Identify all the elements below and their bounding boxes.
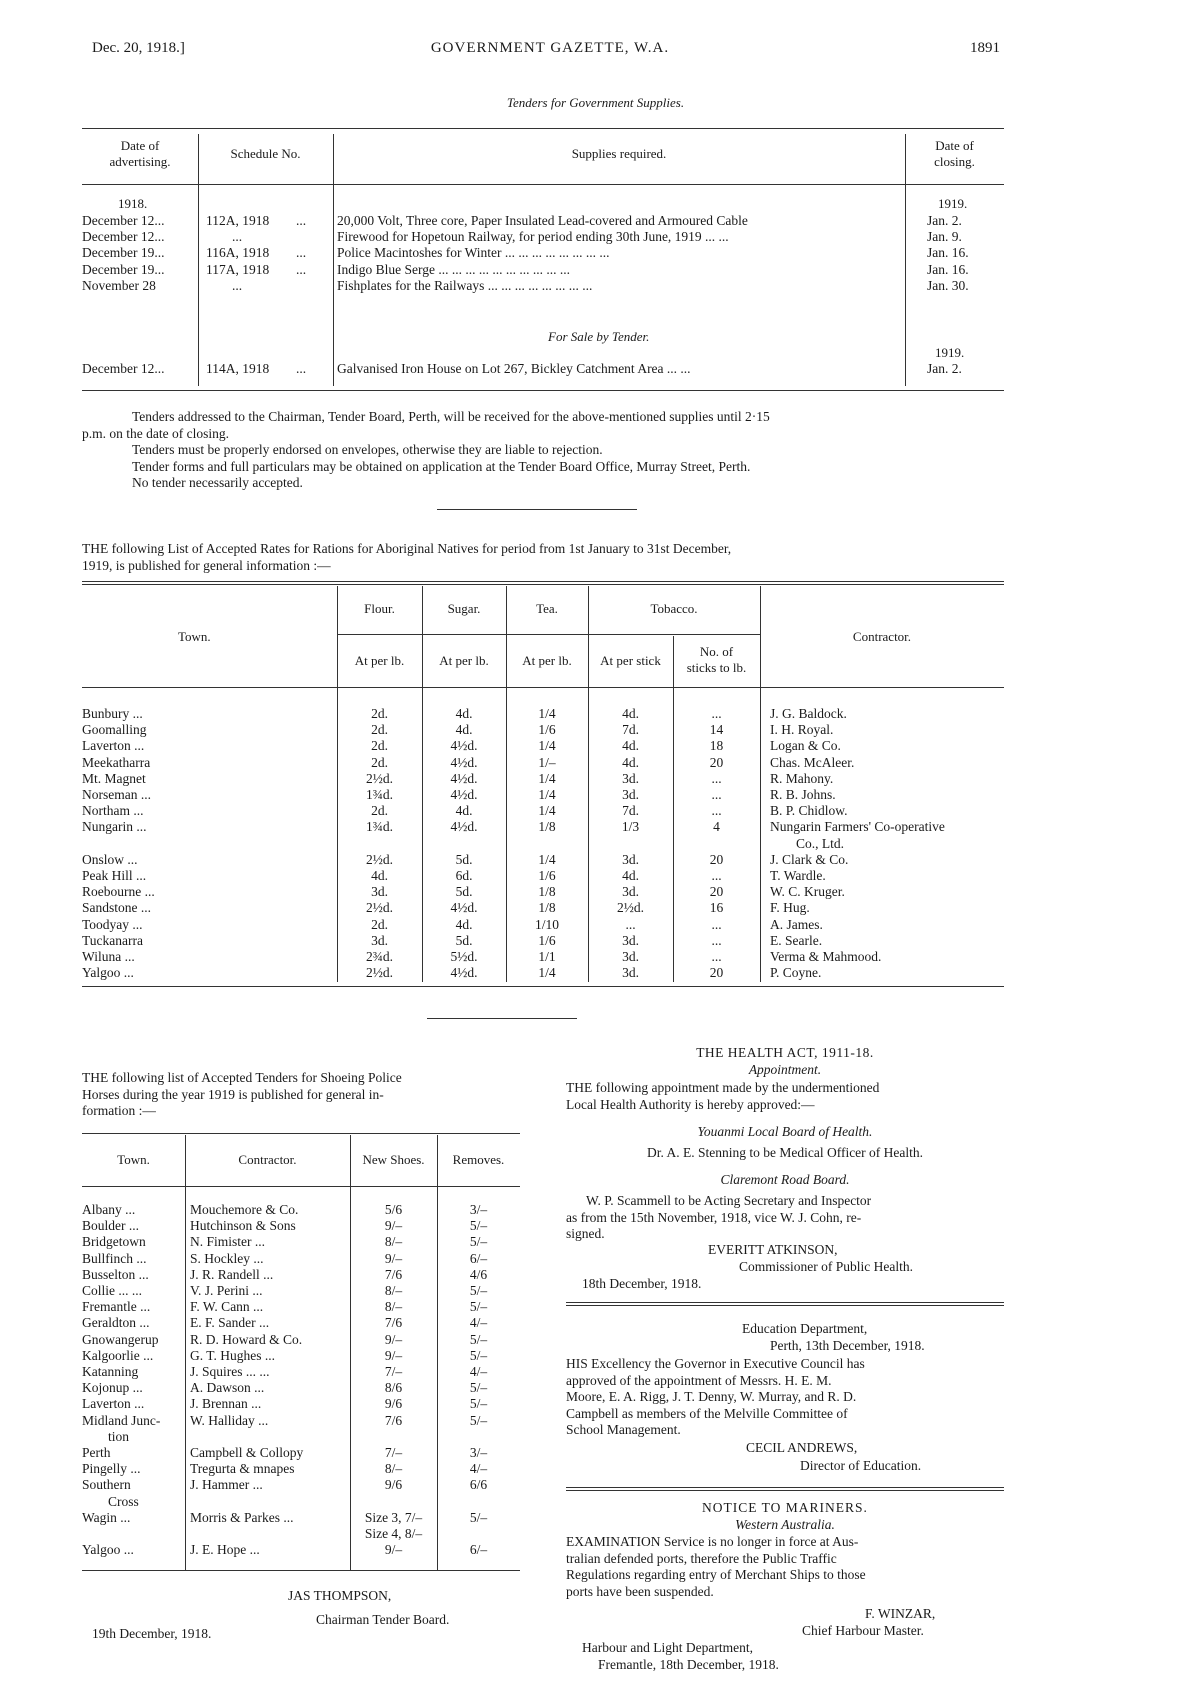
shoeing-sign-name: JAS THOMPSON,: [288, 1588, 392, 1603]
rations-h-sugar: Sugar.: [447, 601, 481, 616]
table-row: December 12... 114A, 1918 ... Galvanised Iron House on Lot 267, Bickley Catchment Area ... ... Jan. 2.: [82, 361, 962, 376]
shoeing-h-town: Town.: [117, 1152, 150, 1167]
rations-h-sticks: No. of sticks to lb.: [686, 644, 747, 675]
rations-rows: [82, 706, 945, 981]
health-board1: Youanmi Local Board of Health.: [697, 1124, 873, 1139]
rations-h-town: Town.: [178, 629, 211, 644]
table-row: Mt. Magnet 2½d. 4½d. 1/4 3d. ... R. Mahony.: [82, 770, 834, 786]
edu-body: HIS Excellency the Governor in Executive Council has approved of the appointment of Messrs. H. E. M. Moore, E. A. Rigg, J. T. Denny, W. Murray, and R. D. Campbell as members of the Melville Committee of School Management.: [566, 1356, 865, 1437]
health-appt2: W. P. Scammell to be Acting Secretary and Inspector as from the 15th November, 1918, vice W. J. Cohn, re- signed.: [566, 1193, 872, 1241]
shoeing-date: 19th December, 1918.: [92, 1626, 212, 1641]
rations-h-contractor: Contractor.: [852, 629, 912, 644]
header-date: Dec. 20, 1918.]: [92, 40, 185, 56]
table-row: Roebourne ... 3d. 5d. 1/8 3d. 20 W. C. Kruger.: [82, 884, 845, 900]
rations-intro: THE following List of Accepted Rates for Rations for Aboriginal Natives for period from 1st January to 31st December, 1919, is published for general information :—: [82, 541, 732, 573]
col-date-header: Date of advertising.: [109, 138, 171, 169]
table-row: December 12... ... Firewood for Hopetoun Railway, for period ending 30th June, 1919 ... ... Jan. 9.: [82, 229, 962, 245]
table-row: December 19... 117A, 1918 ... Indigo Blue Serge ... ... ... ... ... ... ... ... ... ... Jan. 16.: [82, 261, 969, 277]
health-title: THE HEALTH ACT, 1911-18.: [696, 1045, 874, 1060]
year-close: 1919.: [938, 196, 968, 211]
shoeing-intro: THE following list of Accepted Tenders for Shoeing Police Horses during the year 1919 is published for general in- formation :—: [82, 1070, 402, 1118]
table-row: Pingelly ... Tregurta & mnapes 8/– 4/–: [82, 1461, 488, 1477]
mariners-sign-name: F. WINZAR,: [865, 1606, 936, 1621]
table-row: December 12... 112A, 1918 ... 20,000 Volt, Three core, Paper Insulated Lead-covered and Armoured Cable Jan. 2.: [82, 213, 962, 228]
table-row: Perth Campbell & Collopy 7/– 3/–: [82, 1445, 488, 1461]
health-intro: THE following appointment made by the undermentioned Local Health Authority is hereby approved:—: [566, 1080, 880, 1112]
rations-h-perstick: At per stick: [600, 653, 661, 668]
table-row: Southern Cross J. Hammer ... 9/6 6/6: [82, 1477, 488, 1509]
sale-row: [82, 361, 962, 377]
tenders-rows: [82, 213, 969, 294]
tender-notes: Tenders addressed to the Chairman, Tender Board, Perth, will be received for the above-mentioned supplies until 2·15 p.m. on the date of closing. Tenders must be properly endorsed on envelopes, otherwise they are liable to rejection. Tender forms and full particulars may be obtained on application at the Tender Board Office, Murray Street, Perth. No tender necessarily accepted.: [82, 409, 770, 490]
shoeing-h-removes: Removes.: [452, 1152, 505, 1167]
table-row: Onslow ... 2½d. 5d. 1/4 3d. 20 J. Clark & Co.: [82, 851, 849, 867]
table-row: Wagin ... Morris & Parkes ... Size 3, 7/– Size 4, 8/– 5/–: [82, 1509, 488, 1542]
col-closing-header: Date of closing.: [934, 138, 975, 169]
edu-sign-name: CECIL ANDREWS,: [746, 1440, 858, 1455]
table-row: Yalgoo ... J. E. Hope ... 9/– 6/–: [82, 1542, 488, 1558]
mariners-subtitle: Western Australia.: [735, 1517, 835, 1532]
health-sign-title: Commissioner of Public Health.: [739, 1259, 913, 1274]
table-row: Wiluna ... 2¾d. 5½d. 1/1 3d. ... Verma & Mahmood.: [82, 949, 882, 965]
page-number: 1891: [970, 40, 1000, 56]
health-subtitle: Appointment.: [748, 1062, 822, 1077]
table-row: November 28 ... Fishplates for the Railways ... ... ... ... ... ... ... ... Jan. 30.: [82, 277, 969, 293]
shoeing-h-contractor: Contractor.: [238, 1152, 297, 1167]
rations-h-perlb-tea: At per lb.: [522, 653, 572, 668]
table-row: Boulder ... Hutchinson & Sons 9/– 5/–: [82, 1218, 488, 1234]
rations-h-tea: Tea.: [536, 601, 558, 616]
table-row: Busselton ... J. R. Randell ... 7/6 4/6: [82, 1266, 488, 1282]
col-supplies-header: Supplies required.: [571, 146, 667, 161]
mariners-title: NOTICE TO MARINERS.: [702, 1500, 868, 1515]
rations-h-perlb-sugar: At per lb.: [439, 653, 489, 668]
sale-year: 1919.: [935, 345, 965, 360]
shoeing-rows: [82, 1202, 520, 1558]
health-sign-name: EVERITT ATKINSON,: [708, 1242, 838, 1257]
health-appt1: Dr. A. E. Stenning to be Medical Officer of Health.: [646, 1145, 924, 1160]
shoeing-sign-title: Chairman Tender Board.: [316, 1612, 450, 1627]
year-adv: 1918.: [118, 196, 148, 211]
table-row: Meekatharra 2d. 4½d. 1/– 4d. 20 Chas. McAleer.: [82, 754, 855, 770]
rations-h-flour: Flour.: [364, 601, 395, 616]
table-row: Fremantle ... F. W. Cann ... 8/– 5/–: [82, 1299, 488, 1315]
mariners-body: EXAMINATION Service is no longer in force at Aus- tralian defended ports, therefore the Public Traffic Regulations regarding entry of Merchant Ships to those ports have been suspended.: [566, 1534, 866, 1599]
table-row: Sandstone ... 2½d. 4½d. 1/8 2½d. 16 F. Hug.: [82, 900, 810, 916]
table-row: Geraldton ... E. F. Sander ... 7/6 4/–: [82, 1315, 488, 1331]
table-row: Norseman ... 1¾d. 4½d. 1/4 3d. ... R. B. Johns.: [82, 787, 836, 803]
table-row: Yalgoo ... 2½d. 4½d. 1/4 3d. 20 P. Coyne.: [82, 965, 822, 981]
table-row: Northam ... 2d. 4d. 1/4 7d. ... B. P. Chidlow.: [82, 803, 848, 819]
rations-h-tobacco: Tobacco.: [650, 601, 698, 616]
mariners-dept: Harbour and Light Department,: [582, 1640, 753, 1655]
table-row: Laverton ... 2d. 4½d. 1/4 4d. 18 Logan & Co.: [82, 738, 841, 754]
edu-sign-title: Director of Education.: [800, 1458, 922, 1473]
table-row: December 19... 116A, 1918 ... Police Macintoshes for Winter ... ... ... ... ... ... ... ... Jan. 16.: [82, 245, 969, 261]
table-row: Nungarin ... 1¾d. 4½d. 1/8 1/3 4 Nungarin Farmers' Co-operative Co., Ltd.: [82, 819, 945, 851]
table-row: Collie ... ... V. J. Perini ... 8/– 5/–: [82, 1283, 488, 1299]
health-date: 18th December, 1918.: [582, 1276, 702, 1291]
mariners-place: Fremantle, 18th December, 1918.: [598, 1657, 779, 1672]
table-row: Bullfinch ... S. Hockley ... 9/– 6/–: [82, 1250, 488, 1266]
table-row: Goomalling 2d. 4d. 1/6 7d. 14 I. H. Royal.: [82, 722, 834, 738]
edu-dept: Education Department,: [742, 1321, 868, 1336]
table-row: Toodyay ... 2d. 4d. 1/10 ... ... A. James.: [82, 916, 823, 932]
table-row: Peak Hill ... 4d. 6d. 1/6 4d. ... T. Wardle.: [82, 868, 826, 884]
tenders-title: Tenders for Government Supplies.: [506, 95, 685, 110]
header-title: GOVERNMENT GAZETTE, W.A.: [430, 40, 670, 56]
rations-h-perlb-flour: At per lb.: [354, 653, 405, 668]
table-row: Kojonup ... A. Dawson ... 8/6 5/–: [82, 1380, 488, 1396]
sale-title: For Sale by Tender.: [548, 329, 650, 344]
table-row: Bunbury ... 2d. 4d. 1/4 4d. ... J. G. Baldock.: [82, 706, 847, 721]
table-row: Midland Junc- tion W. Halliday ... 7/6 5/–: [82, 1412, 488, 1444]
edu-place: Perth, 13th December, 1918.: [770, 1338, 925, 1353]
table-row: Bridgetown N. Fimister ... 8/– 5/–: [82, 1234, 488, 1250]
table-row: Laverton ... J. Brennan ... 9/6 5/–: [82, 1396, 488, 1412]
mariners-sign-title: Chief Harbour Master.: [802, 1623, 924, 1638]
col-schedule-header: Schedule No.: [230, 146, 301, 161]
table-row: Kalgoorlie ... G. T. Hughes ... 9/– 5/–: [82, 1347, 488, 1363]
shoeing-h-new: New Shoes.: [362, 1152, 425, 1167]
table-row: Albany ... Mouchemore & Co. 5/6 3/–: [82, 1202, 488, 1217]
table-row: Katanning J. Squires ... ... 7/– 4/–: [82, 1364, 488, 1380]
table-row: Tuckanarra 3d. 5d. 1/6 3d. ... E. Searle.: [82, 932, 823, 948]
table-row: Gnowangerup R. D. Howard & Co. 9/– 5/–: [82, 1331, 488, 1347]
health-board2: Claremont Road Board.: [720, 1172, 850, 1187]
